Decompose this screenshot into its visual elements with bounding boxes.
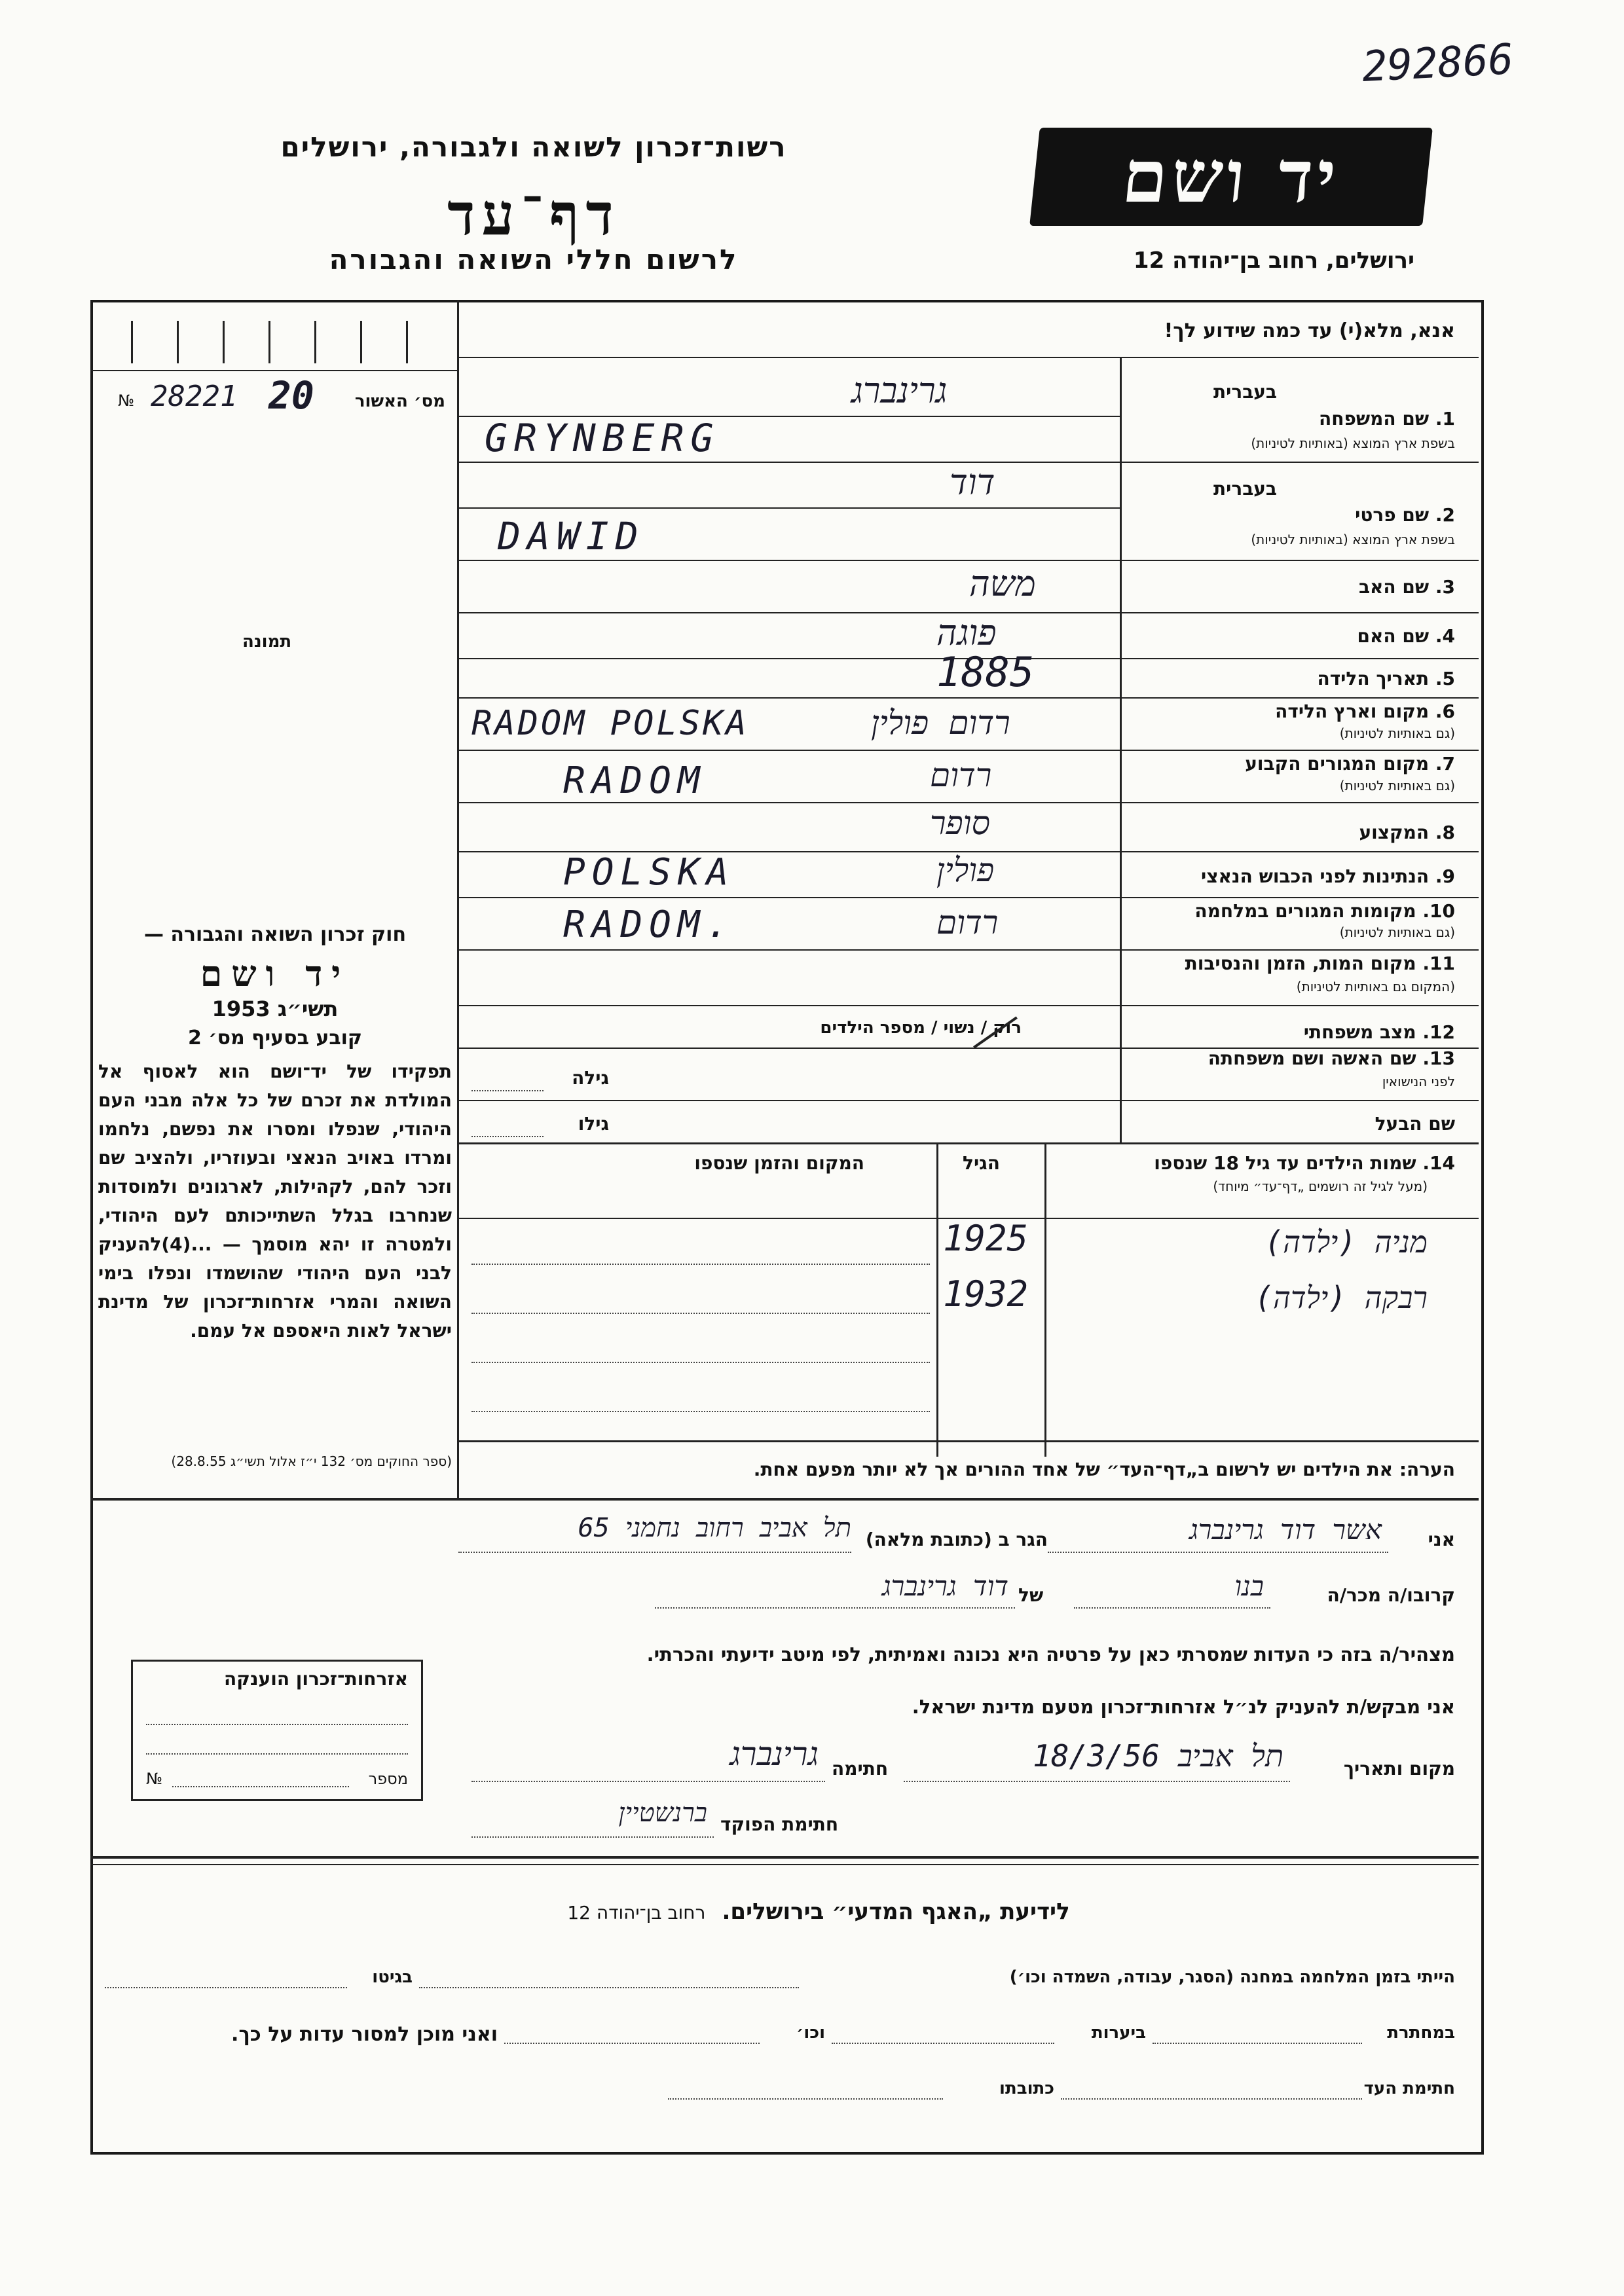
- photo-placeholder: [98, 432, 452, 877]
- decl-relative-label: קרובו/ה מכר/ה: [1327, 1584, 1455, 1606]
- law-text: תפקידו של יד־ושם הוא לאסוף אל המולדת את זכרם של כל אלה מבני העם היהודי, שנפלו ומסרו את נפשם, נלחמו ומרדו באויב הנאצי ובעוזריו, ולהציב שם וזכר להם, לקהילות, לארגונים ולמוסדות שנחרבו בגלל השתייכותם לעם היהודי, ולמטרה זו יהא מוסמך — ...(4)להעניק לבני העם היהודי שהושמדו ונפלו בימי השואה והמרי אזרחות־זכרון של מדינת ישראל לאות היאספם אל עמם.: [98, 1061, 452, 1341]
- logo-text: יד ושם: [1118, 134, 1344, 219]
- child-1-name: מניה (ילדה): [1264, 1224, 1428, 1260]
- header-address: ירושלים, רחוב בן־יהודה 12: [1133, 247, 1414, 274]
- bottom-line2-b: ביערות: [1091, 2023, 1146, 2043]
- field-12-label: 12. מצב משפחתי: [1303, 1021, 1455, 1043]
- field-1-lang: בעברית: [1213, 381, 1277, 403]
- field-1-latin-note: בשפת ארץ המוצא (באותיות לטיניות): [1251, 435, 1455, 451]
- firstname-latin: DAWID: [498, 514, 645, 558]
- approval-number-row: [111, 373, 452, 419]
- field-6-note: (גם באותיות לטיניות): [1339, 725, 1455, 741]
- memorial-box-number-label: מספר: [368, 1770, 408, 1788]
- office-boxes: [92, 308, 458, 367]
- husband-age-label: גילו: [578, 1113, 609, 1135]
- nationality-hebrew: פולין: [936, 851, 995, 889]
- children-subtitle: (מעל לגיל זה רושמים „דף־עד״ מיוחד): [1213, 1178, 1428, 1194]
- surname-latin: GRYNBERG: [485, 416, 720, 460]
- field-2-lang: בעברית: [1213, 478, 1277, 500]
- approval-number: 28221: [151, 380, 238, 413]
- field-13-label: 13. שם האשה ושם משפחתה: [1208, 1048, 1455, 1069]
- field-1-label: 1. שם המשפחה: [1319, 408, 1455, 429]
- bottom-line1-end: בגיטו: [372, 1967, 413, 1987]
- field-2-latin-note: בשפת ארץ המוצא (באותיות לטיניות): [1251, 532, 1455, 547]
- approval-sign: №: [118, 392, 134, 410]
- form-title: דף־עד: [447, 180, 620, 248]
- wartime-residence-latin: RADOM.: [563, 903, 735, 946]
- bottom-line3-a: חתימת העד: [1363, 2079, 1455, 2098]
- decl-relation: בנו: [1234, 1570, 1264, 1602]
- decl-i-value: אשר דוד גרינברג: [1189, 1514, 1382, 1546]
- bottom-line1-label: הייתי בזמן המלחמה במחנה (הסגר, עבודה, השמדה וכו׳): [1009, 1967, 1455, 1987]
- field-7-note: (גם באותיות לטיניות): [1339, 778, 1455, 793]
- child-2-age: 1932: [943, 1273, 1029, 1315]
- field-7-label: 7. מקום המגורים הקבוע: [1245, 753, 1455, 774]
- memorial-box-title: אזרחות־זכרון הוענקה: [224, 1668, 408, 1690]
- field-5-label: 5. תאריך הלידה: [1317, 668, 1455, 689]
- profession: סופר: [930, 804, 990, 842]
- children-note: הערה: את הילדים יש לרשום ב„דף־העד״ של אחד ההורים אך לא יותר מפעם אחת.: [753, 1459, 1455, 1480]
- authority-name: רשות־זכרון לשואה ולגבורה, ירושלים: [280, 131, 787, 163]
- decl-officer: ברנשטיין: [618, 1798, 707, 1828]
- birthplace-hebrew: רדום פולין: [871, 704, 1010, 742]
- approval-label: מס׳ האשור: [354, 392, 445, 411]
- law-brand: יד ושם: [200, 953, 350, 994]
- bottom-line2-a: במחתרת: [1387, 2023, 1455, 2043]
- bottom-line3-b: כתובתו: [999, 2079, 1054, 2098]
- decl-signature: גרינברג: [729, 1735, 819, 1773]
- marital-options: רוק / נשוי / מספר הילדים: [820, 1018, 1022, 1038]
- field-4-label: 4. שם האם: [1357, 625, 1455, 647]
- wife-age-label: גילה: [572, 1067, 609, 1089]
- decl-of-label: של: [1018, 1584, 1044, 1606]
- law-source: (ספר החוקים מס׳ 132 י״ז אלול תשי״ג 28.8.55): [171, 1453, 452, 1469]
- field-2-label: 2. שם פרטי: [1355, 504, 1455, 526]
- child-2-name: רבקה (ילדה): [1255, 1280, 1428, 1315]
- bottom-heading: לידיעת „האגף המדעי״ בירושלים.: [722, 1899, 1070, 1925]
- decl-place-date: תל אביב 18/3/56: [1033, 1738, 1283, 1774]
- firstname-hebrew: דוד: [950, 462, 995, 503]
- field-13-note: לפני הנישואין: [1382, 1074, 1455, 1089]
- residence-latin: RADOM: [563, 759, 707, 802]
- mother-name: פוגה: [936, 612, 997, 653]
- wartime-residence-hebrew: רדום: [936, 903, 999, 941]
- bottom-heading-row: [393, 1899, 1244, 1925]
- residence-hebrew: רדום: [930, 756, 992, 794]
- decl-statement: מצהיר/ה בזה כי העדות שמסרתי כאן על פרטיה היא נכונה ואמיתית, לפי מיטב ידיעתי והכרתי.: [646, 1643, 1455, 1666]
- decl-request: אני מבקש/ת להעניק לנ״ל אזרחות־זכרון מטעם מדינת ישראל.: [912, 1696, 1455, 1718]
- bottom-line2-end: ואני מוכן למסור עדות על כך.: [231, 2023, 498, 2046]
- decl-address: תל אביב רחוב נחמני 65: [578, 1513, 851, 1543]
- decl-officer-label: חתימת הפוקד: [720, 1813, 839, 1835]
- birth-date: 1885: [936, 648, 1035, 696]
- field-11-label: 11. מקום המות, הזמן והנסיבות: [1185, 953, 1455, 974]
- field-10-note: (גם באותיות לטיניות): [1339, 924, 1455, 940]
- children-col-age: הגיל: [963, 1152, 1000, 1174]
- decl-i-label: אני: [1428, 1529, 1455, 1550]
- yad-vashem-logo: [1029, 128, 1433, 226]
- field-11-note: (המקום גם באותיות לטיניות): [1296, 979, 1455, 994]
- field-6-label: 6. מקום וארץ הלידה: [1275, 701, 1455, 722]
- field-8-label: 8. המקצוע: [1359, 822, 1455, 843]
- decl-signature-label: חתימה: [832, 1758, 889, 1779]
- law-year: תשי״ג 1953: [212, 996, 339, 1021]
- approval-suffix: 20: [268, 373, 314, 418]
- law-clause: קובע בסעיף מס׳ 2: [187, 1027, 363, 1049]
- child-1-age: 1925: [943, 1218, 1029, 1259]
- decl-of-value: דוד גרינברג: [881, 1570, 1008, 1602]
- field-10-label: 10. מקומות המגורים במלחמה: [1194, 900, 1455, 922]
- memorial-box: [131, 1660, 423, 1801]
- children-title: 14. שמות הילדים עד גיל 18 שנספו: [1154, 1152, 1455, 1174]
- bottom-address: רחוב בן־יהודה 12: [567, 1902, 706, 1923]
- field-3-label: 3. שם האב: [1358, 576, 1455, 598]
- photo-label: תמונה: [242, 632, 292, 651]
- law-title: חוק זכרון השואה והגבורה —: [143, 923, 407, 946]
- surname-hebrew: גרינברג: [851, 370, 948, 411]
- children-col-place: המקום והזמן שנספו: [694, 1152, 864, 1174]
- decl-resides-label: הגר ב (כתובת מלאה): [865, 1529, 1048, 1550]
- memorial-box-sign: №: [146, 1770, 162, 1788]
- bottom-line2-c: וכו׳: [796, 2023, 825, 2043]
- decl-place-date-label: מקום ותאריך: [1343, 1758, 1455, 1779]
- field-9-label: 9. הנתינות לפני הכבוש הנאצי: [1201, 866, 1455, 887]
- archive-number: 292866: [1361, 35, 1515, 92]
- husband-label: שם הבעל: [1375, 1113, 1455, 1135]
- father-name: משה: [969, 563, 1036, 604]
- form-subtitle: לרשום חללי השואה והגבורה: [329, 244, 739, 276]
- instruction: אנא, מלא(י) עד כמה שידוע לך!: [1164, 319, 1455, 342]
- birthplace-latin: RADOM POLSKA: [471, 704, 749, 743]
- nationality-latin: POLSKA: [563, 851, 735, 894]
